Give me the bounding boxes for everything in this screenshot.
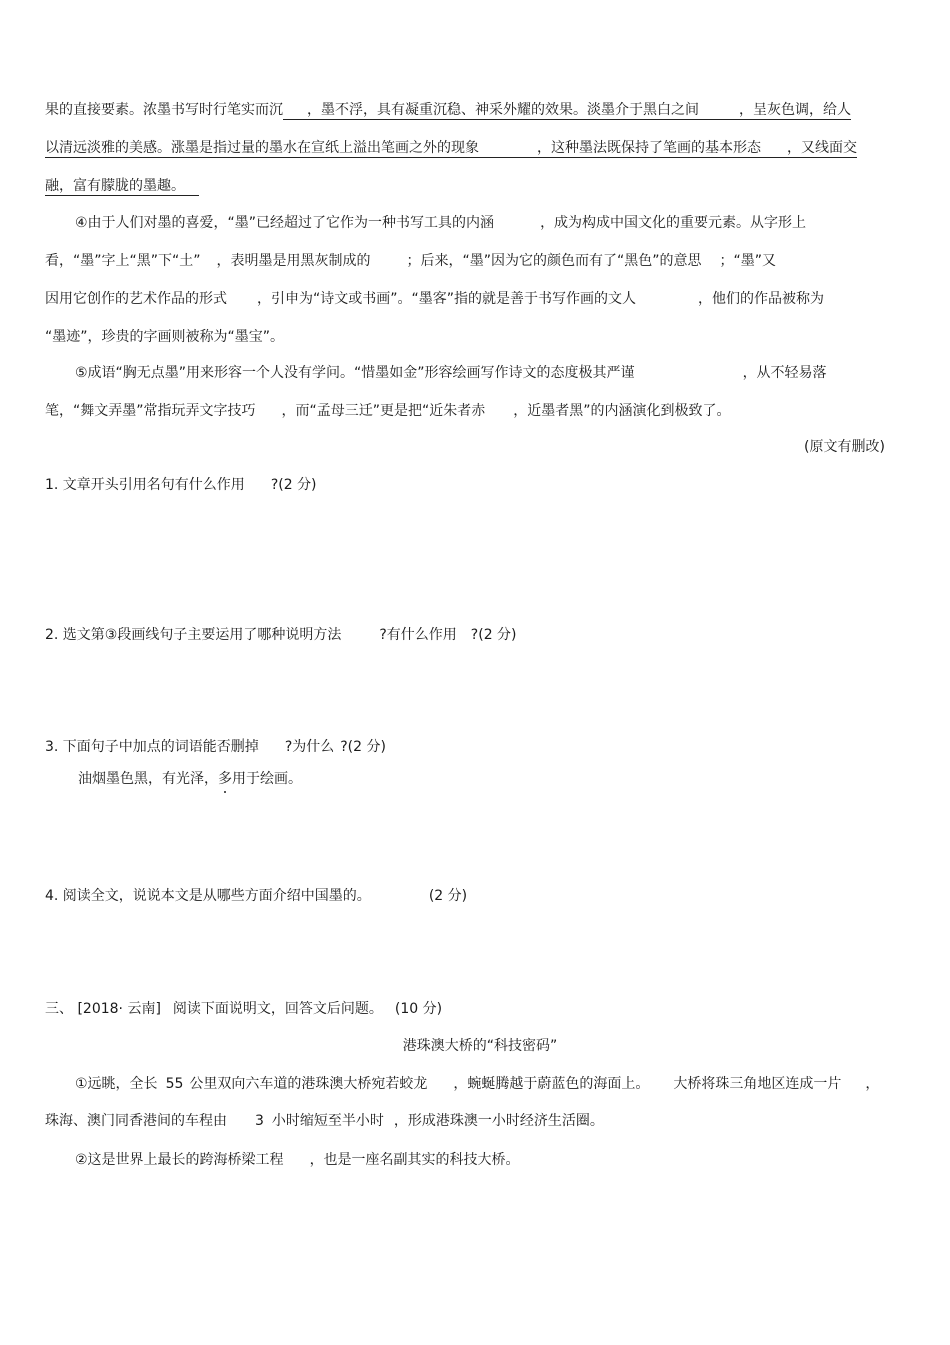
passage-text: “墨迹”，珍贵的字画则被称为“墨宝”。	[45, 329, 285, 345]
passage-line	[75, 363, 827, 383]
section-header	[45, 999, 442, 1019]
section-score: (10 分)	[394, 1001, 443, 1017]
passage-text: ，形成港珠澳一小时经济生活圈。	[393, 1113, 604, 1129]
passage-line	[45, 1111, 604, 1131]
question-3	[45, 737, 386, 757]
section-instruction: 阅读下面说明文，回答文后问题。	[172, 1001, 383, 1017]
underlined-sentence: 融，富有朦胧的墨趣。	[45, 178, 199, 196]
dotted-word: 多	[218, 771, 232, 787]
passage-text: ，也是一座名副其实的科技大桥。	[309, 1152, 520, 1168]
underlined-sentence: ，墨不浮，具有凝重沉稳、神采外耀的效果。淡墨介于黑白之间 ，呈灰色调，给人	[283, 102, 851, 120]
passage-text: 珠海、澳门同香港间的车程由	[45, 1113, 227, 1129]
passage-text: ①远眺，全长	[75, 1076, 158, 1092]
question-score: (2 分)	[428, 888, 468, 904]
passage-line	[75, 213, 806, 233]
question-text: 1. 文章开头引用名句有什么作用	[45, 477, 245, 493]
passage-text: ，他们的作品被称为	[698, 291, 825, 307]
question-score: ?(2 分)	[270, 477, 317, 493]
underlined-sentence: 以清远淡雅的美感。涨墨是指过量的墨水在宣纸上溢出笔画之外的现象 ，这种墨法既保持了笔画的基本形态 ，又线面交	[45, 140, 857, 156]
question-text: 4. 阅读全文，说说本文是从哪些方面介绍中国墨的。	[45, 888, 371, 904]
passage-text: ，近墨者黑”的内涵演化到极致了。	[513, 403, 731, 419]
question-3-sentence	[78, 769, 302, 789]
passage-line	[45, 251, 776, 271]
question-text: ?为什么	[284, 739, 335, 755]
passage-text: ④由于人们对墨的喜爱，“墨”已经超过了它作为一种书写工具的内涵	[75, 215, 495, 231]
passage-number: 55	[165, 1076, 184, 1092]
article-title: 港珠澳大桥的“科技密码”	[402, 1038, 558, 1054]
passage-line	[45, 176, 199, 196]
passage-line	[45, 289, 824, 309]
question-text: ?有什么作用	[379, 627, 457, 643]
passage-text: ，从不轻易落	[742, 365, 827, 381]
question-score: ?(2 分)	[340, 739, 386, 755]
passage-line	[45, 401, 731, 421]
passage-text: ；“墨”又	[719, 253, 777, 269]
sentence-text: 油烟墨色黑，有光泽，	[78, 771, 218, 787]
passage-text: 因用它创作的艺术作品的形式	[45, 291, 227, 307]
passage-text: ⑤成语“胸无点墨”用来形容一个人没有学问。“惜墨如金”形容绘画写作诗文的态度极其严谨	[75, 365, 635, 381]
sentence-text: 用于绘画。	[232, 771, 302, 787]
passage-text: ，表明墨是用黑灰制成的	[216, 253, 371, 269]
passage-text: 大桥将珠三角地区连成一片	[673, 1076, 842, 1092]
passage-text: ，引申为“诗文或书画”。“墨客”指的就是善于书写作画的文人	[257, 291, 637, 307]
passage-text: 笔，“舞文弄墨”常指玩弄文字技巧	[45, 403, 256, 419]
passage-line	[45, 100, 851, 120]
passage-text: ；后来，“墨”因为它的颜色而有了“黑色”的意思	[406, 253, 702, 269]
passage-line	[45, 138, 857, 158]
question-2	[45, 625, 517, 645]
passage-text: 果的直接要素。浓墨书写时行笔实而沉	[45, 102, 283, 118]
passage-number: 3	[255, 1113, 264, 1129]
passage-text: ②这是世界上最长的跨海桥梁工程	[75, 1152, 284, 1168]
question-text: 2. 选文第③段画线句子主要运用了哪种说明方法	[45, 627, 342, 643]
passage-line	[75, 1150, 520, 1170]
question-1	[45, 475, 317, 495]
passage-line	[45, 327, 284, 347]
source-note: (原文有删改)	[804, 439, 885, 455]
section-source: 三、 [2018· 云南]	[45, 1001, 161, 1017]
question-text: 3. 下面句子中加点的词语能否删掉	[45, 739, 259, 755]
passage-text: ，	[865, 1076, 880, 1092]
question-4	[45, 886, 467, 906]
passage-text: ，成为构成中国文化的重要元素。从字形上	[540, 215, 807, 231]
passage-line	[75, 1074, 879, 1094]
passage-text: 公里双向六车道的港珠澳大桥宛若蛟龙	[189, 1076, 428, 1092]
passage-text: 小时缩短至半小时	[271, 1113, 384, 1129]
question-score: ?(2 分)	[470, 627, 517, 643]
passage-text: ，蜿蜒腾越于蔚蓝色的海面上。	[453, 1076, 650, 1092]
passage-text: 看，“墨”字上“黑”下“土”	[45, 253, 201, 269]
passage-text: ，而“孟母三迁”更是把“近朱者赤	[281, 403, 486, 419]
